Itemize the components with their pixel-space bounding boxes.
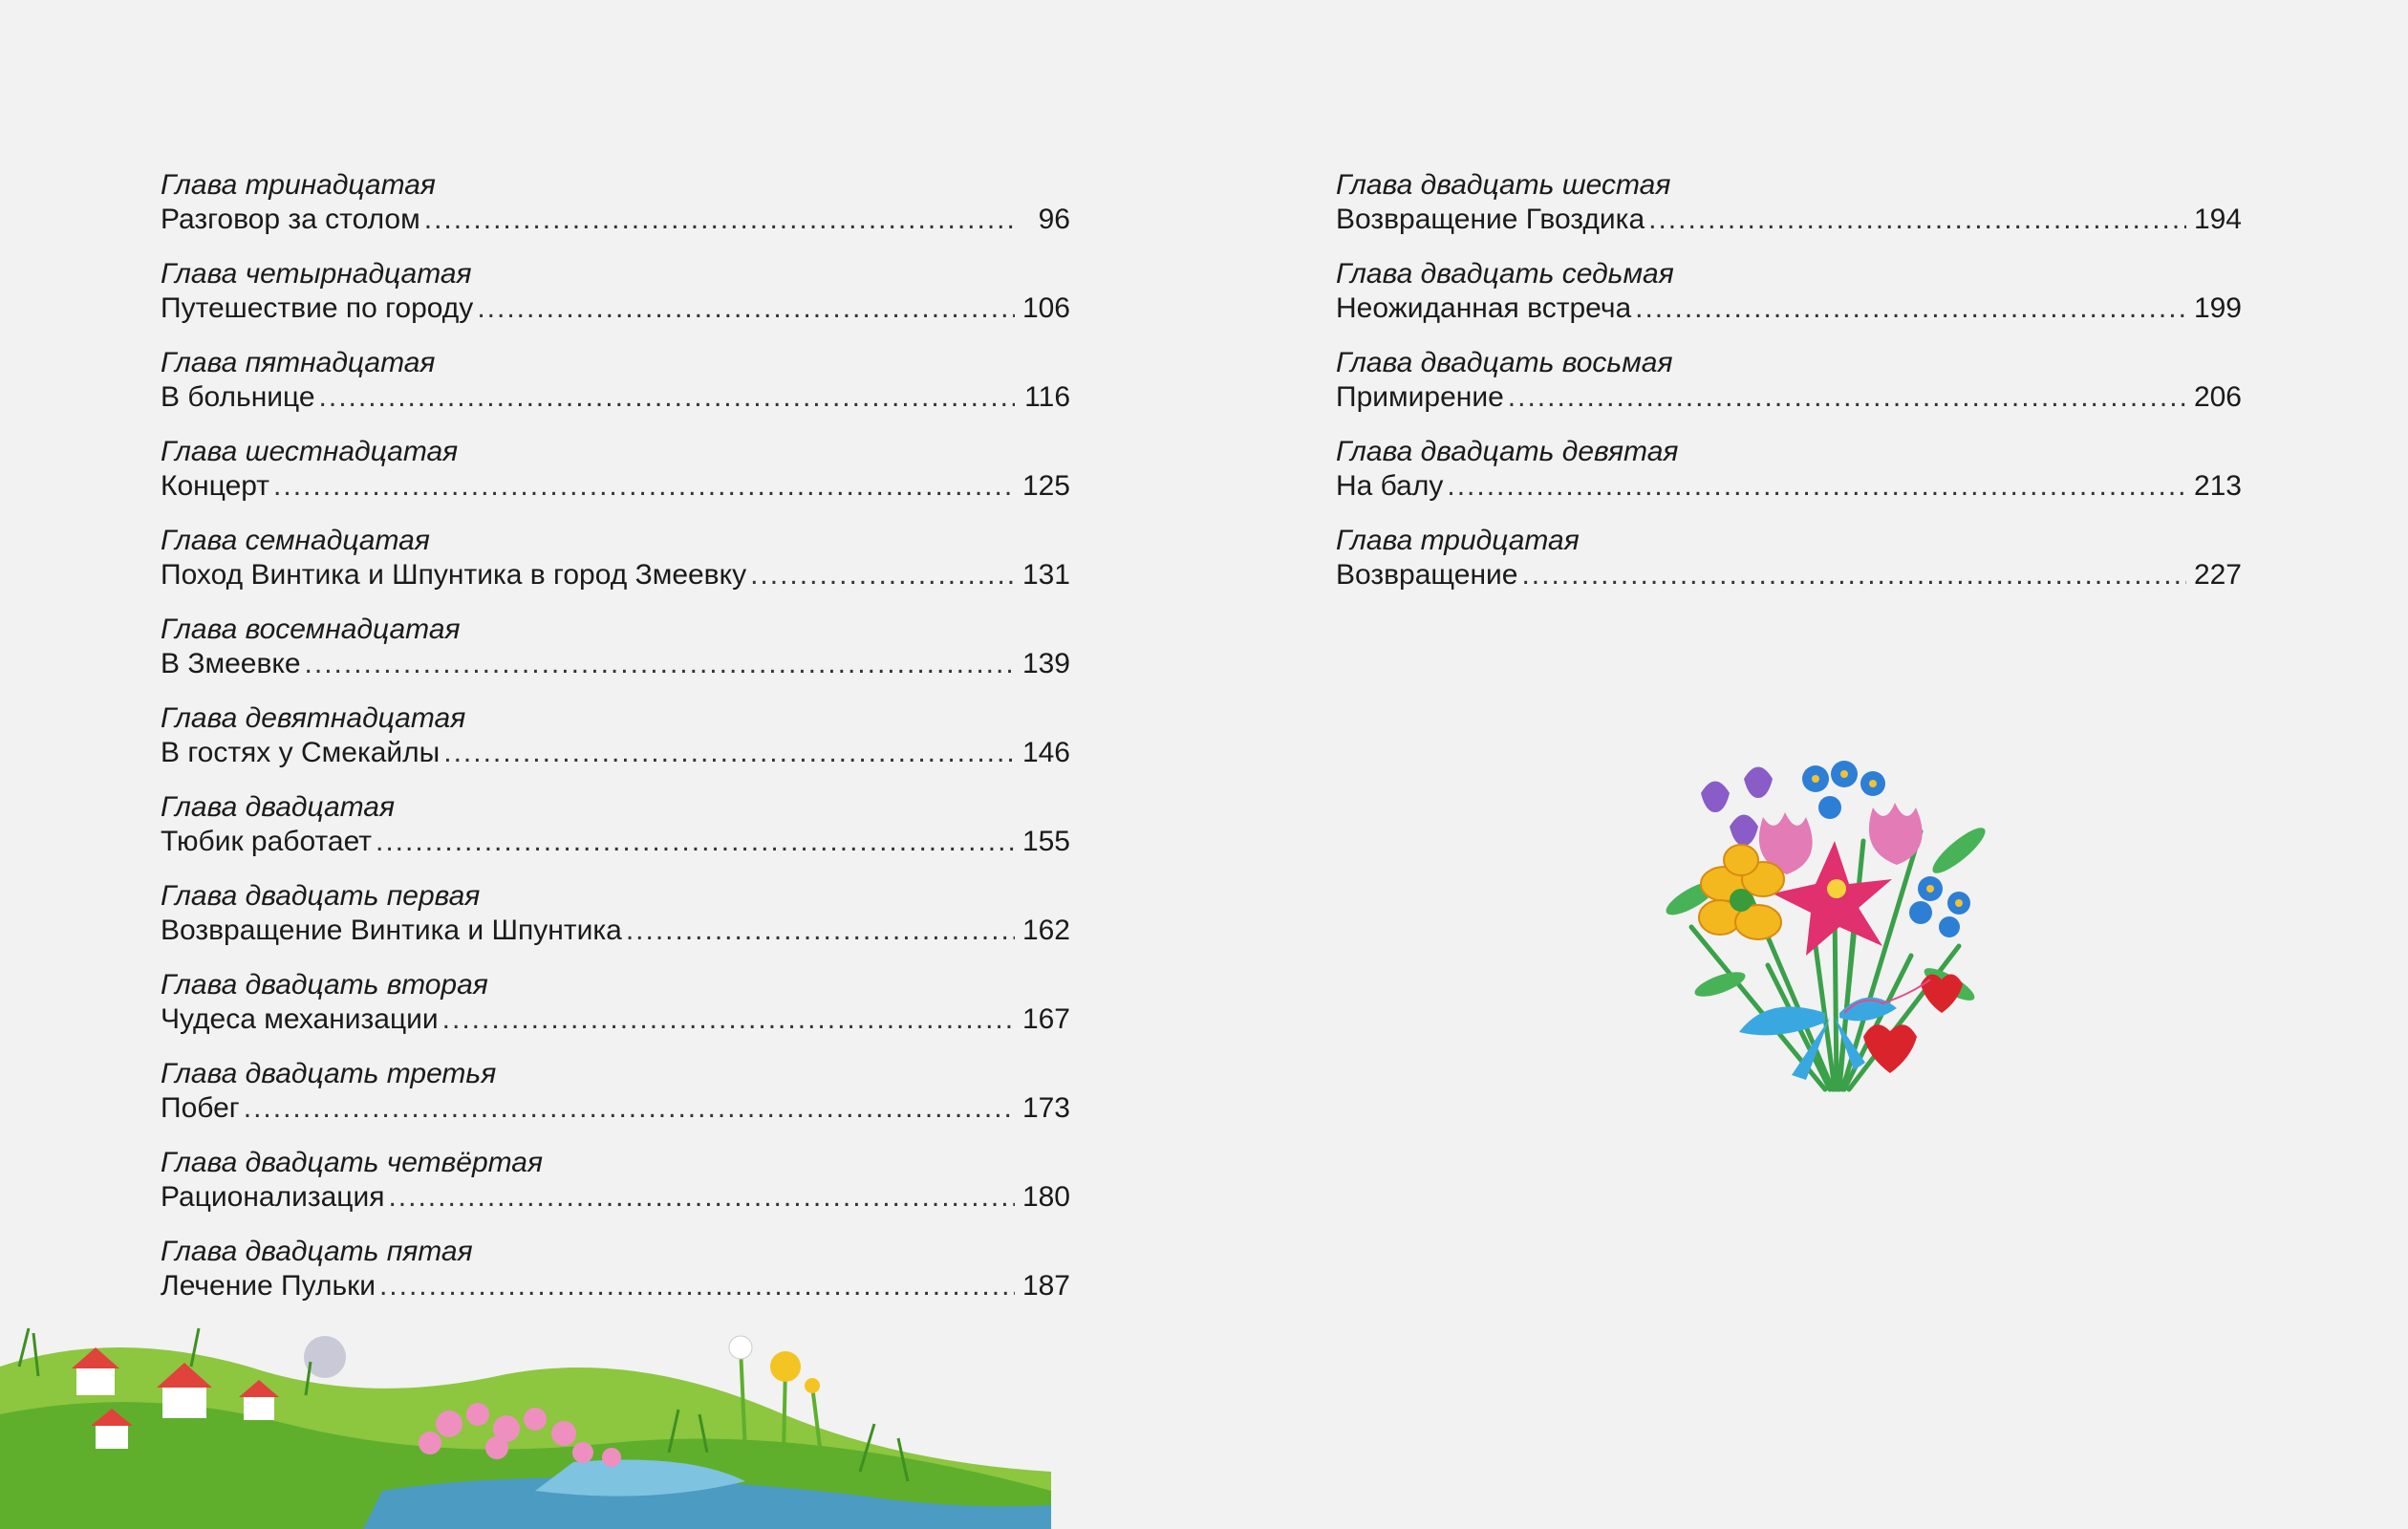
leader-dots bbox=[388, 1180, 1014, 1215]
chapter-label: Глава двадцать шестая bbox=[1336, 169, 1671, 201]
chapter-title: Возвращение Гвоздика bbox=[1336, 204, 1645, 235]
chapter-label: Глава восемнадцатая bbox=[161, 614, 461, 645]
chapter-label: Глава двадцать третья bbox=[161, 1058, 497, 1089]
toc-entry[interactable] bbox=[1336, 524, 2242, 613]
page-number: 116 bbox=[1024, 381, 1070, 413]
leader-dots bbox=[273, 469, 1015, 504]
leader-dots bbox=[1508, 380, 2186, 415]
toc-entry[interactable] bbox=[1336, 435, 2242, 524]
title-row bbox=[1336, 558, 2242, 592]
title-row bbox=[161, 914, 1070, 948]
leader-dots bbox=[376, 825, 1015, 859]
title-row bbox=[161, 469, 1070, 504]
title-row bbox=[161, 647, 1070, 681]
page-number: 206 bbox=[2193, 381, 2242, 413]
page-number: 187 bbox=[1021, 1270, 1070, 1302]
chapter-label: Глава четырнадцатая bbox=[161, 258, 472, 290]
meadow-with-houses-illustration bbox=[0, 1309, 1051, 1529]
toc-entry[interactable] bbox=[161, 346, 1070, 435]
title-row bbox=[161, 291, 1070, 326]
chapter-label: Глава пятнадцатая bbox=[161, 347, 436, 378]
toc-entry[interactable] bbox=[161, 1146, 1070, 1235]
leader-dots bbox=[379, 1269, 1015, 1303]
title-row bbox=[161, 558, 1070, 592]
page-number: 146 bbox=[1021, 737, 1070, 768]
toc-entry[interactable] bbox=[161, 613, 1070, 701]
title-row bbox=[161, 825, 1070, 859]
toc-entry[interactable] bbox=[161, 790, 1070, 879]
toc-entry[interactable] bbox=[161, 1057, 1070, 1146]
chapter-label: Глава двадцать седьмая bbox=[1336, 258, 1674, 290]
leader-dots bbox=[626, 914, 1015, 948]
chapter-label: Глава двадцать девятая bbox=[1336, 436, 1679, 467]
toc-entry[interactable] bbox=[161, 879, 1070, 968]
chapter-label: Глава тридцатая bbox=[1336, 525, 1580, 556]
page-number: 199 bbox=[2193, 292, 2242, 324]
chapter-title: Чудеса механизации bbox=[161, 1003, 439, 1035]
chapter-title: Концерт bbox=[161, 470, 270, 502]
chapter-label: Глава тринадцатая bbox=[161, 169, 436, 201]
leader-dots bbox=[1447, 469, 2186, 504]
chapter-label: Глава двадцать четвёртая bbox=[161, 1147, 544, 1178]
page-number: 139 bbox=[1021, 648, 1070, 679]
toc-entry[interactable] bbox=[161, 168, 1070, 257]
chapter-label: Глава шестнадцатая bbox=[161, 436, 459, 467]
title-row bbox=[1336, 291, 2242, 326]
chapter-title: Примирение bbox=[1336, 381, 1504, 413]
chapter-label: Глава семнадцатая bbox=[161, 525, 430, 556]
toc-right-column bbox=[1336, 168, 2242, 613]
page-number: 180 bbox=[1021, 1181, 1070, 1213]
page-number: 194 bbox=[2193, 204, 2242, 235]
page-number: 213 bbox=[2193, 470, 2242, 502]
chapter-title: Лечение Пульки bbox=[161, 1270, 376, 1302]
leader-dots bbox=[443, 736, 1015, 770]
title-row bbox=[1336, 203, 2242, 237]
chapter-title: Неожиданная встреча bbox=[1336, 292, 1632, 324]
page-number: 125 bbox=[1021, 470, 1070, 502]
toc-entry[interactable] bbox=[1336, 168, 2242, 257]
leader-dots bbox=[442, 1002, 1015, 1037]
chapter-label: Глава двадцать вторая bbox=[161, 969, 488, 1001]
chapter-label: Глава двадцать пятая bbox=[161, 1236, 473, 1267]
toc-entry[interactable] bbox=[161, 968, 1070, 1057]
leader-dots bbox=[477, 291, 1015, 326]
chapter-title: Тюбик работает bbox=[161, 826, 373, 857]
chapter-title: На балу bbox=[1336, 470, 1444, 502]
chapter-label: Глава двадцать восьмая bbox=[1336, 347, 1673, 378]
title-row bbox=[161, 203, 1070, 237]
toc-left-column bbox=[161, 168, 1070, 1324]
title-row bbox=[1336, 469, 2242, 504]
page-number: 227 bbox=[2193, 559, 2242, 591]
page-number: 106 bbox=[1021, 292, 1070, 324]
page-number: 155 bbox=[1021, 826, 1070, 857]
leader-dots bbox=[244, 1091, 1015, 1126]
title-row bbox=[1336, 380, 2242, 415]
chapter-label: Глава двадцать первая bbox=[161, 880, 481, 912]
leader-dots bbox=[1648, 203, 2186, 237]
page-number: 96 bbox=[1038, 204, 1070, 235]
title-row bbox=[161, 736, 1070, 770]
toc-entry[interactable] bbox=[161, 524, 1070, 613]
flower-bouquet-illustration bbox=[1634, 726, 2035, 1128]
chapter-title: В гостях у Смекайлы bbox=[161, 737, 441, 768]
title-row bbox=[161, 1002, 1070, 1037]
chapter-title: В больнице bbox=[161, 381, 315, 413]
toc-entry[interactable] bbox=[161, 435, 1070, 524]
title-row bbox=[161, 1269, 1070, 1303]
leader-dots bbox=[750, 558, 1015, 592]
chapter-title: В Змеевке bbox=[161, 648, 301, 679]
toc-entry[interactable] bbox=[1336, 346, 2242, 435]
toc-entry[interactable] bbox=[1336, 257, 2242, 346]
leader-dots bbox=[1635, 291, 2186, 326]
chapter-title: Рационализация bbox=[161, 1181, 385, 1213]
title-row bbox=[161, 1180, 1070, 1215]
chapter-title: Возвращение Винтика и Шпунтика bbox=[161, 915, 622, 946]
chapter-title: Поход Винтика и Шпунтика в город Змеевку bbox=[161, 559, 747, 591]
leader-dots bbox=[424, 203, 1015, 237]
leader-dots bbox=[1521, 558, 2185, 592]
title-row bbox=[161, 380, 1070, 415]
chapter-title: Путешествие по городу bbox=[161, 292, 474, 324]
leader-dots bbox=[305, 647, 1015, 681]
page-number: 167 bbox=[1021, 1003, 1070, 1035]
chapter-title: Побег bbox=[161, 1092, 240, 1124]
page-number: 131 bbox=[1021, 559, 1070, 591]
toc-entry[interactable] bbox=[161, 701, 1070, 790]
toc-entry[interactable] bbox=[161, 257, 1070, 346]
chapter-label: Глава двадцатая bbox=[161, 791, 396, 823]
leader-dots bbox=[319, 380, 1015, 415]
chapter-title: Разговор за столом bbox=[161, 204, 420, 235]
chapter-title: Возвращение bbox=[1336, 559, 1518, 591]
page-number: 173 bbox=[1021, 1092, 1070, 1124]
title-row bbox=[161, 1091, 1070, 1126]
page-number: 162 bbox=[1021, 915, 1070, 946]
chapter-label: Глава девятнадцатая bbox=[161, 702, 466, 734]
